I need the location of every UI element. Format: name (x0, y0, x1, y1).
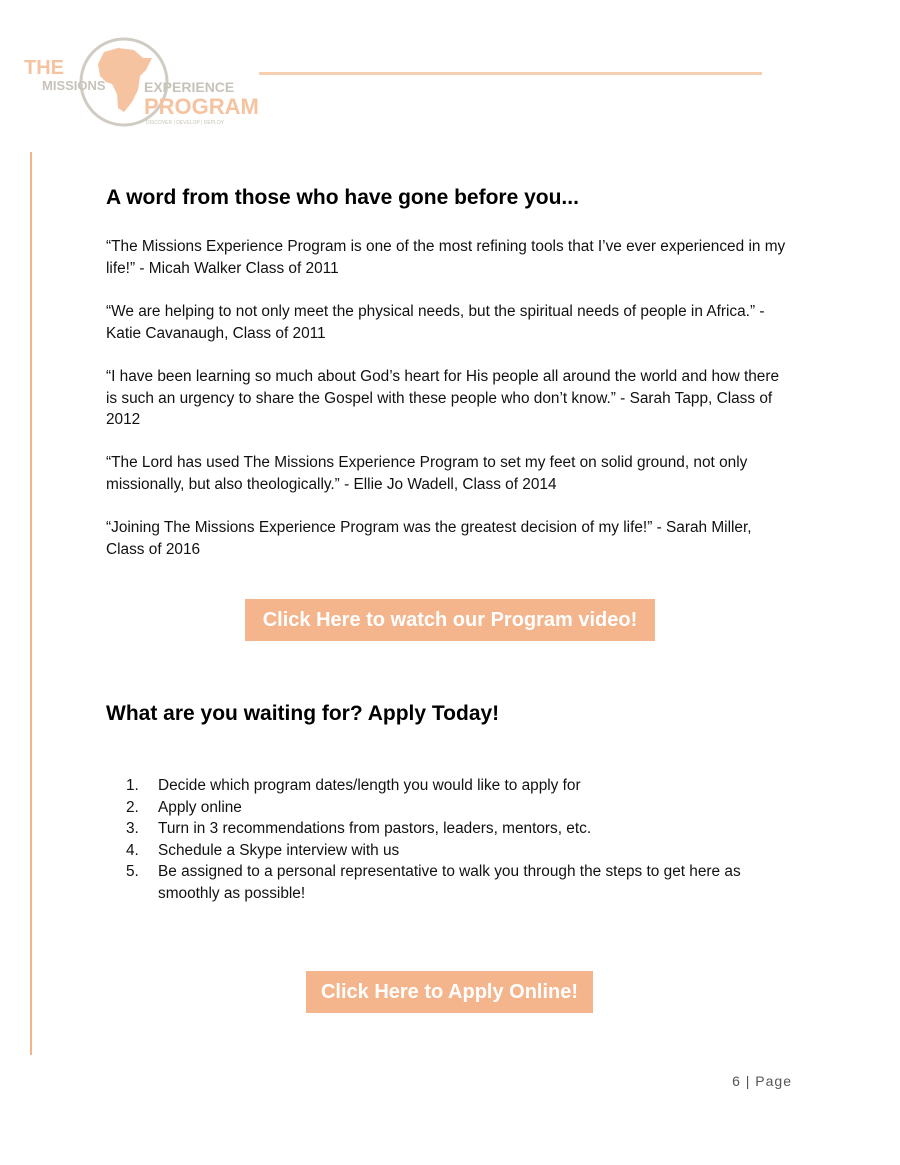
step-number: 3. (126, 820, 139, 837)
step-number: 2. (126, 798, 139, 816)
apply-heading: What are you waiting for? Apply Today! (106, 702, 500, 725)
watch-video-button[interactable]: Click Here to watch our Program video! (245, 599, 655, 641)
step-text: Schedule a Skype interview with us (158, 841, 400, 859)
step-number: 5. (126, 863, 139, 880)
logo-line2: MISSIONS (42, 78, 106, 93)
step-text: Be assigned to a personal representative to walk you through the steps to get here as smoothly as possible! (158, 863, 741, 902)
testimonial-quote: “The Missions Experience Program is one of the most refining tools that I’ve ever experienced in my life!” - Micah Walker Class of 2011 (106, 238, 786, 277)
logo-line4: PROGRAM (144, 94, 259, 119)
logo-line3: EXPERIENCE (144, 79, 235, 95)
page-number: 6 | Page (732, 1073, 792, 1089)
apply-online-button[interactable]: Click Here to Apply Online! (306, 971, 593, 1013)
list-item (106, 861, 786, 904)
left-margin-rule (30, 152, 32, 1055)
header-rule (259, 72, 762, 75)
logo-line1: THE (24, 57, 64, 79)
list-item (106, 818, 786, 840)
testimonial-quote: “I have been learning so much about God’s heart for His people all around the world and how there is such an urgency to share the Gospel with these people who don’t know.” - Sarah Tapp, Class of 2012 (106, 368, 780, 428)
application-steps-list (106, 775, 786, 904)
step-text: Apply online (158, 798, 242, 816)
step-text: Turn in 3 recommendations from pastors, leaders, mentors, etc. (158, 820, 592, 837)
testimonial-quote: “The Lord has used The Missions Experience Program to set my feet on solid ground, not only missionally, but also theologically.” - Ellie Jo Wadell, Class of 2014 (106, 454, 748, 493)
list-item (106, 840, 786, 862)
step-number: 4. (126, 841, 139, 859)
program-logo (22, 36, 259, 128)
step-text: Decide which program dates/length you would like to apply for (158, 777, 581, 794)
testimonial-quote: “Joining The Missions Experience Program was the greatest decision of my life!” - Sarah Miller, Class of 2016 (106, 519, 752, 558)
testimonials-heading: A word from those who have gone before you... (106, 186, 579, 209)
list-item (106, 775, 786, 797)
step-number: 1. (126, 777, 139, 794)
logo-tagline: DISCOVER | DEVELOP | DEPLOY (146, 120, 225, 126)
list-item (106, 797, 786, 819)
testimonial-quote: “We are helping to not only meet the physical needs, but the spiritual needs of people in Africa.” - Katie Cavanaugh, Class of 2011 (106, 303, 765, 342)
